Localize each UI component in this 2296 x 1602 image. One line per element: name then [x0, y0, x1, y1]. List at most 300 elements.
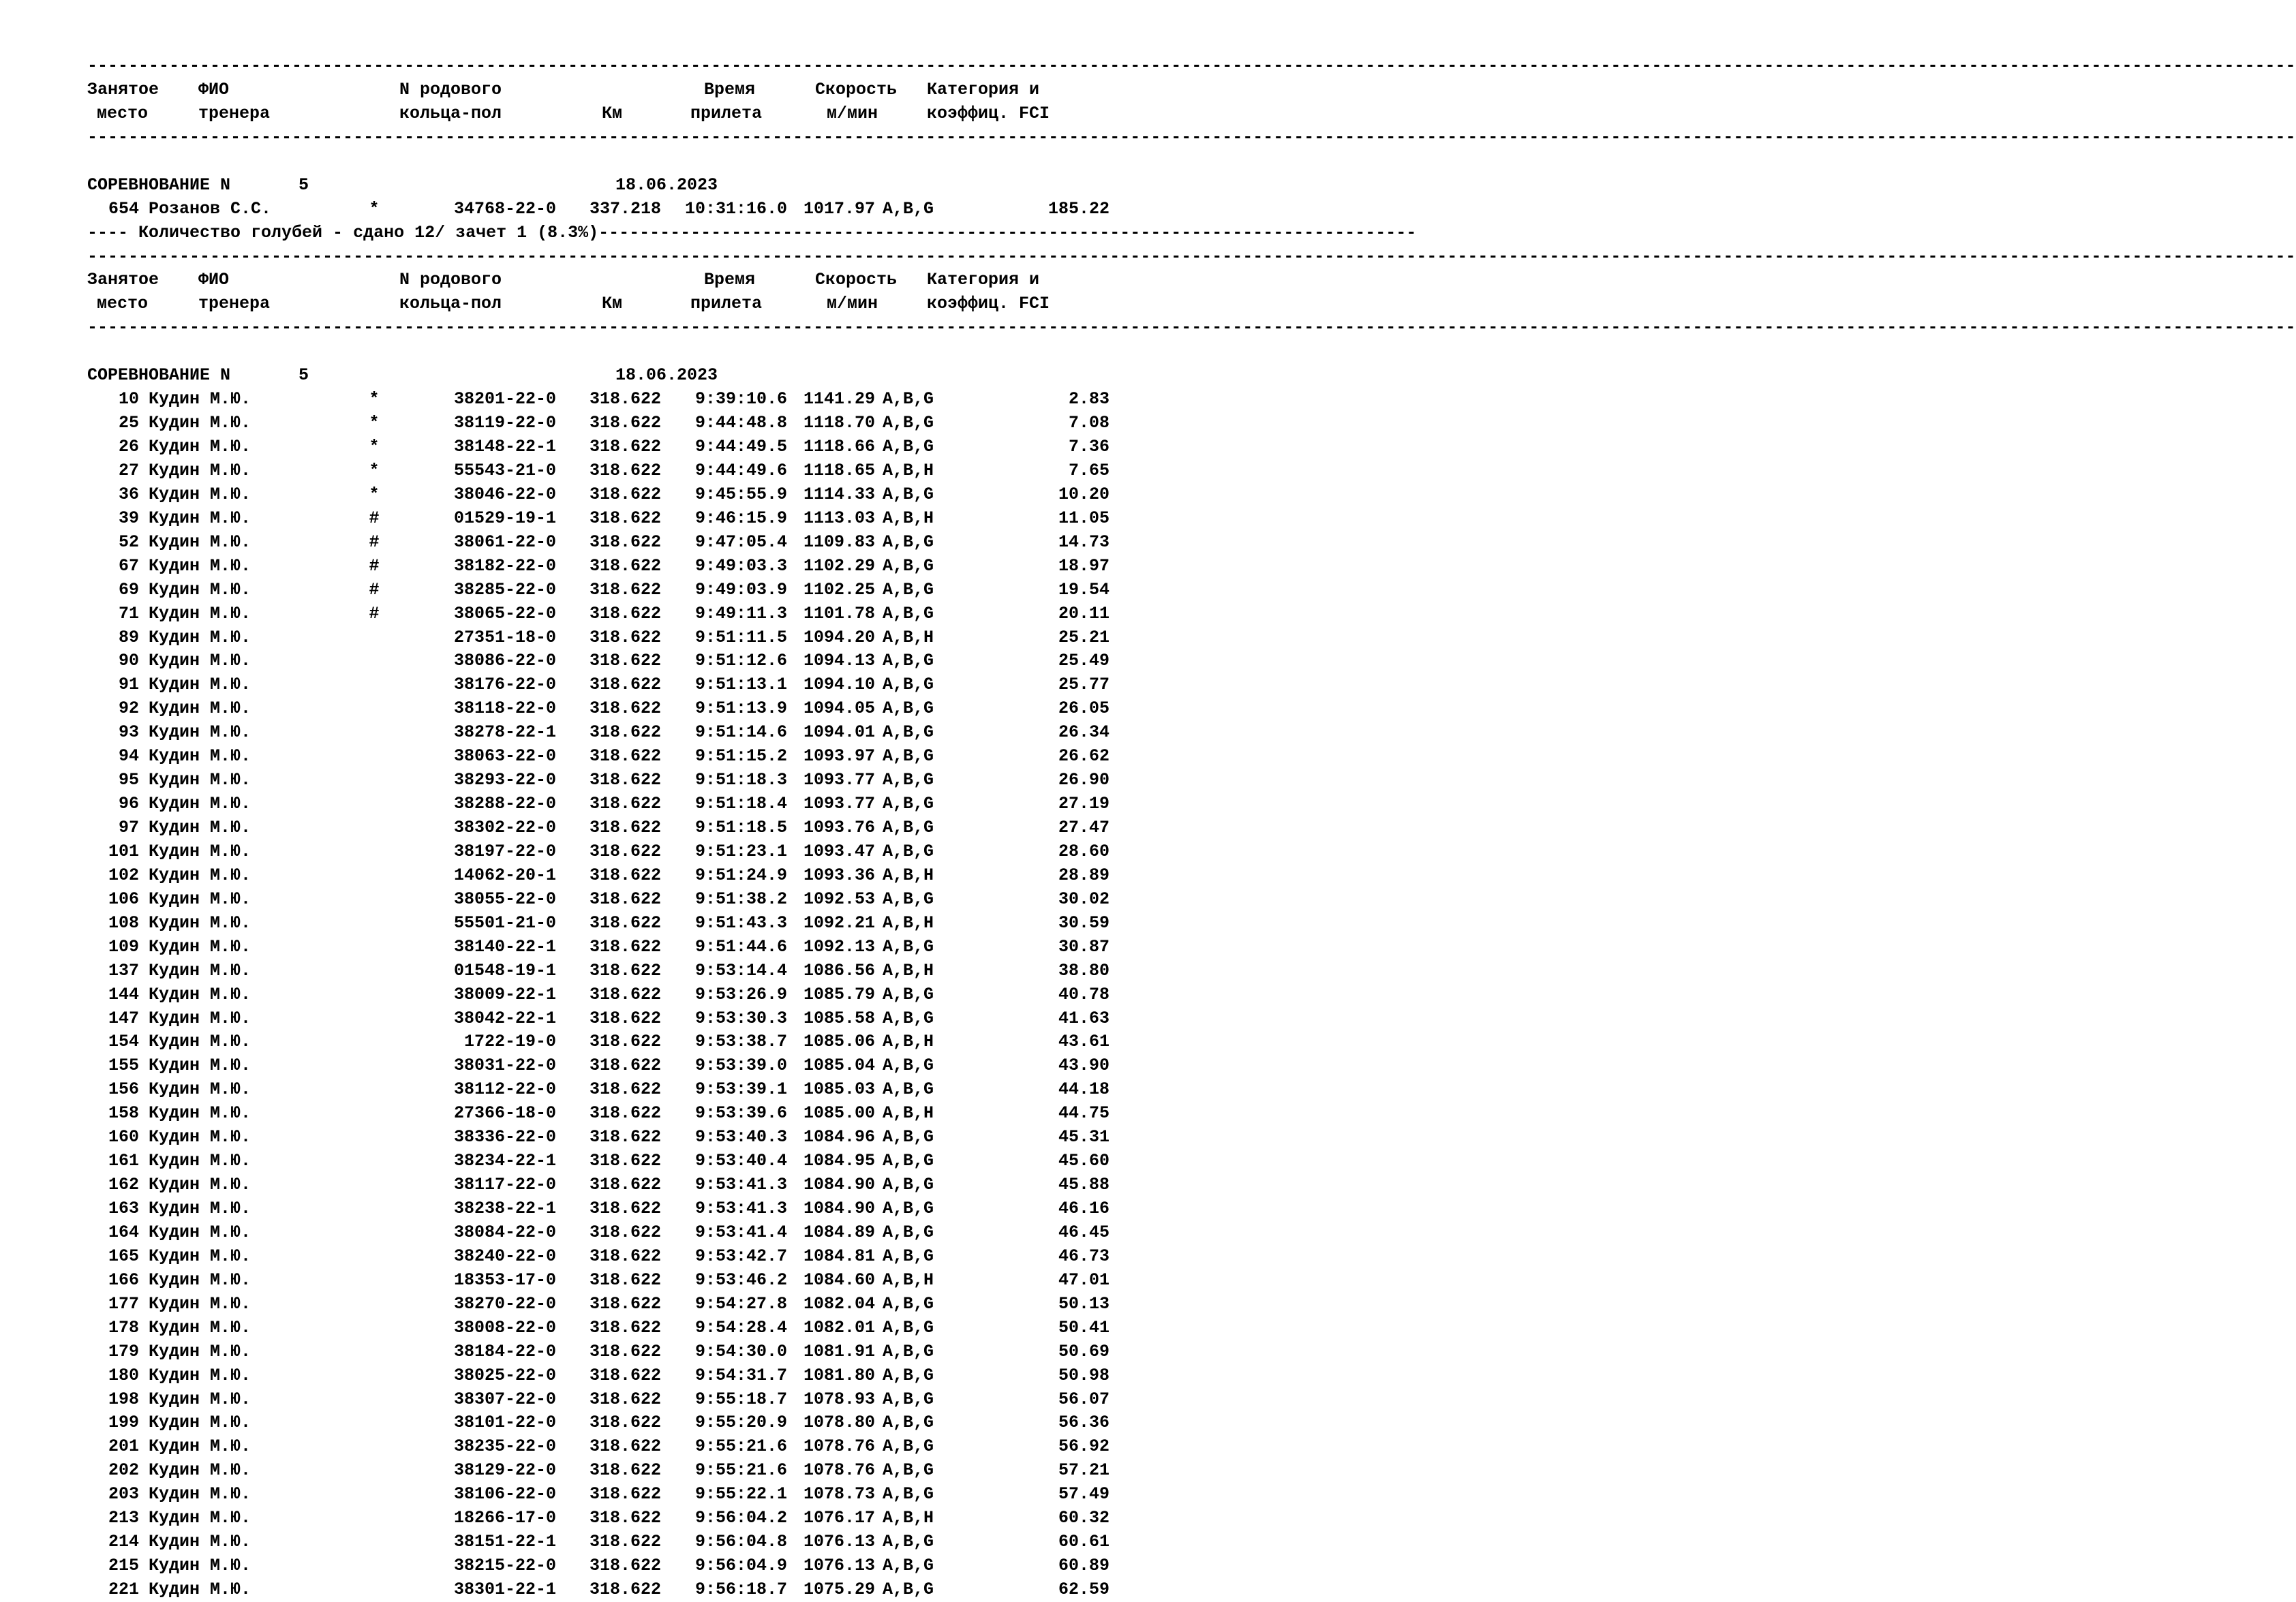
category-cell: A,B,G: [883, 389, 934, 410]
ring-number-cell: 38184-22-0: [453, 1341, 556, 1361]
ring-number-cell: 38140-22-1: [453, 936, 556, 957]
speed-cell: 1109.83: [803, 532, 875, 552]
distance-cell: 318.622: [589, 484, 661, 504]
table-row: [87, 1173, 1109, 1197]
arrival-time-cell: 9:53:42.7: [694, 1246, 787, 1266]
arrival-time-cell: 9:56:18.7: [694, 1580, 787, 1599]
header-category: Категория и: [927, 270, 1040, 290]
header-speed-2: м/мин: [827, 294, 878, 314]
category-cell: A,B,G: [883, 1127, 934, 1147]
arrival-time-cell: 9:44:49.5: [694, 437, 787, 457]
header-speed-2: м/мин: [827, 103, 878, 123]
fci-cell: 56.07: [1058, 1389, 1109, 1409]
distance-cell: 318.622: [589, 651, 661, 671]
table-header-row-1: [87, 78, 1109, 102]
speed-cell: 1093.97: [803, 746, 875, 767]
category-cell: A,B,H: [883, 1269, 934, 1290]
trainer-name-cell: Кудин М.Ю.: [149, 1389, 251, 1409]
category-cell: A,B,G: [883, 889, 934, 909]
arrival-time-cell: 9:49:03.3: [694, 555, 787, 576]
competition-date: 18.06.2023: [615, 365, 718, 386]
trainer-name-cell: Кудин М.Ю.: [149, 460, 251, 480]
header-fio-2: тренера: [198, 294, 271, 314]
category-cell: A,B,G: [883, 675, 934, 695]
table-row: [87, 1507, 1109, 1530]
arrival-time-cell: 9:39:10.6: [694, 389, 787, 410]
trainer-name-cell: Кудин М.Ю.: [149, 651, 251, 671]
ring-number-cell: 38055-22-0: [453, 889, 556, 909]
category-cell: A,B,G: [883, 1151, 934, 1171]
table-row: [87, 1126, 1109, 1150]
category-cell: A,B,G: [883, 722, 934, 743]
category-cell: A,B,G: [883, 1317, 934, 1338]
results-table-section1: [87, 198, 1109, 221]
trainer-name-cell: Кудин М.Ю.: [149, 1127, 251, 1147]
trainer-name-cell: Кудин М.Ю.: [149, 437, 251, 457]
trainer-name-cell: Кудин М.Ю.: [149, 508, 251, 528]
arrival-time-cell: 9:51:12.6: [694, 651, 787, 671]
header-ring-2: кольца-пол: [399, 294, 502, 314]
distance-cell: 318.622: [589, 1484, 661, 1505]
arrival-time-cell: 9:44:49.6: [694, 460, 787, 480]
table-row: [87, 1578, 1109, 1602]
ring-number-cell: 38009-22-1: [453, 984, 556, 1004]
trainer-name-cell: Кудин М.Ю.: [149, 1008, 251, 1028]
place-cell: 198: [108, 1389, 139, 1409]
distance-cell: 318.622: [589, 1103, 661, 1124]
trainer-name-cell: Кудин М.Ю.: [149, 1293, 251, 1314]
fci-cell: 26.05: [1058, 698, 1109, 719]
speed-cell: 1094.10: [803, 675, 875, 695]
category-cell: A,B,G: [883, 1199, 934, 1218]
distance-cell: 318.622: [589, 1413, 661, 1433]
speed-cell: 1141.29: [803, 389, 875, 410]
fci-cell: 43.61: [1058, 1032, 1109, 1052]
distance-cell: 318.622: [589, 579, 661, 600]
distance-cell: 318.622: [589, 437, 661, 457]
ring-number-cell: 27351-18-0: [453, 627, 556, 647]
trainer-name-cell: Кудин М.Ю.: [149, 984, 251, 1004]
place-cell: 25: [118, 413, 139, 433]
ring-number-cell: 38278-22-1: [453, 722, 556, 743]
category-cell: A,B,G: [883, 1580, 934, 1599]
trainer-name-cell: Кудин М.Ю.: [149, 1460, 251, 1481]
speed-cell: 1075.29: [803, 1580, 875, 1599]
ring-number-cell: 38336-22-0: [453, 1127, 556, 1147]
competition-line: [87, 364, 1109, 388]
category-cell: A,B,H: [883, 865, 934, 885]
table-row: [87, 1245, 1109, 1269]
ring-number-cell: 38008-22-0: [453, 1317, 556, 1338]
ring-number-cell: 38270-22-0: [453, 1293, 556, 1314]
ring-number-cell: 01548-19-1: [453, 960, 556, 981]
speed-cell: 1084.90: [803, 1199, 875, 1218]
trainer-name-cell: Кудин М.Ю.: [149, 675, 251, 695]
speed-cell: 1094.20: [803, 627, 875, 647]
ring-number-cell: 38063-22-0: [453, 746, 556, 767]
place-cell: 93: [118, 722, 139, 743]
speed-cell: 1092.13: [803, 936, 875, 957]
distance-cell: 318.622: [589, 1032, 661, 1052]
results-table-section2: [87, 388, 1109, 1602]
header-speed: Скорость: [815, 270, 898, 290]
distance-cell: 318.622: [589, 1341, 661, 1361]
mark-cell: *: [369, 484, 380, 504]
speed-cell: 1085.03: [803, 1079, 875, 1100]
arrival-time-cell: 9:53:14.4: [694, 960, 787, 981]
fci-cell: 62.59: [1058, 1580, 1109, 1599]
table-row: [87, 531, 1109, 555]
trainer-name-cell: Кудин М.Ю.: [149, 889, 251, 909]
place-cell: 202: [108, 1460, 139, 1481]
arrival-time-cell: 9:51:18.4: [694, 794, 787, 814]
arrival-time-cell: 9:53:39.0: [694, 1056, 787, 1076]
arrival-time-cell: 10:31:16.0: [684, 198, 787, 219]
distance-cell: 318.622: [589, 532, 661, 552]
place-cell: 106: [108, 889, 139, 909]
competition-date: 18.06.2023: [615, 174, 718, 195]
place-cell: 10: [118, 389, 139, 410]
place-cell: 109: [108, 936, 139, 957]
arrival-time-cell: 9:55:18.7: [694, 1389, 787, 1409]
fci-cell: 10.20: [1058, 484, 1109, 504]
fci-cell: 2.83: [1068, 389, 1109, 410]
place-cell: 221: [108, 1580, 139, 1599]
speed-cell: 1093.77: [803, 770, 875, 790]
category-cell: A,B,G: [883, 1079, 934, 1100]
table-row: [87, 792, 1109, 816]
header-time-2: прилета: [690, 103, 763, 123]
category-cell: A,B,G: [883, 413, 934, 433]
trainer-name-cell: Кудин М.Ю.: [149, 627, 251, 647]
distance-cell: 318.622: [589, 841, 661, 861]
arrival-time-cell: 9:53:40.3: [694, 1127, 787, 1147]
ring-number-cell: 38148-22-1: [453, 437, 556, 457]
mark-cell: #: [369, 508, 380, 528]
fci-cell: 7.65: [1068, 460, 1109, 480]
summary-line: [87, 221, 1417, 245]
distance-cell: 318.622: [589, 818, 661, 837]
fci-cell: 40.78: [1058, 984, 1109, 1004]
speed-cell: 1078.73: [803, 1484, 875, 1505]
table-row: [87, 745, 1109, 769]
trainer-name-cell: Кудин М.Ю.: [149, 794, 251, 814]
speed-cell: 1084.60: [803, 1269, 875, 1290]
category-cell: A,B,G: [883, 1436, 934, 1457]
arrival-time-cell: 9:44:48.8: [694, 413, 787, 433]
header-time: Время: [704, 79, 756, 99]
fci-cell: 27.47: [1058, 818, 1109, 837]
table-row: [87, 1530, 1109, 1554]
competition-line: [87, 174, 1109, 198]
distance-cell: 318.622: [589, 1008, 661, 1028]
speed-cell: 1082.01: [803, 1317, 875, 1338]
fci-cell: 45.31: [1058, 1127, 1109, 1147]
speed-cell: 1092.53: [803, 889, 875, 909]
distance-cell: 318.622: [589, 984, 661, 1004]
trainer-name-cell: Кудин М.Ю.: [149, 841, 251, 861]
speed-cell: 1086.56: [803, 960, 875, 981]
table-row: [87, 1435, 1109, 1459]
category-cell: A,B,G: [883, 532, 934, 552]
ring-number-cell: 38106-22-0: [453, 1484, 556, 1505]
arrival-time-cell: 9:51:13.1: [694, 675, 787, 695]
distance-cell: 318.622: [589, 389, 661, 410]
category-cell: A,B,G: [883, 1484, 934, 1505]
table-row: [87, 769, 1109, 792]
trainer-name-cell: Кудин М.Ю.: [149, 746, 251, 767]
fci-cell: 11.05: [1058, 508, 1109, 528]
place-cell: 162: [108, 1175, 139, 1195]
trainer-name-cell: Кудин М.Ю.: [149, 1222, 251, 1242]
ring-number-cell: 38182-22-0: [453, 555, 556, 576]
fci-cell: 26.62: [1058, 746, 1109, 767]
place-cell: 108: [108, 912, 139, 933]
arrival-time-cell: 9:51:11.5: [694, 627, 787, 647]
distance-cell: 318.622: [589, 627, 661, 647]
distance-cell: 318.622: [589, 698, 661, 719]
table-row: [87, 1388, 1109, 1412]
distance-cell: 318.622: [589, 1151, 661, 1171]
table-row: [87, 483, 1109, 507]
fci-cell: 38.80: [1058, 960, 1109, 981]
ring-number-cell: 38238-22-1: [453, 1199, 556, 1218]
place-cell: 654: [108, 198, 139, 219]
trainer-name-cell: Кудин М.Ю.: [149, 1365, 251, 1385]
fci-cell: 46.16: [1058, 1199, 1109, 1218]
fci-cell: 45.60: [1058, 1151, 1109, 1171]
ring-number-cell: 14062-20-1: [453, 865, 556, 885]
speed-cell: 1076.13: [803, 1556, 875, 1576]
category-cell: A,B,H: [883, 1032, 934, 1052]
arrival-time-cell: 9:56:04.9: [694, 1556, 787, 1576]
place-cell: 203: [108, 1484, 139, 1505]
table-row: [87, 1316, 1109, 1340]
mark-cell: *: [369, 437, 380, 457]
fci-cell: 14.73: [1058, 532, 1109, 552]
speed-cell: 1082.04: [803, 1293, 875, 1314]
category-cell: A,B,H: [883, 1508, 934, 1528]
header-place: Занятое: [87, 270, 159, 290]
speed-cell: 1113.03: [803, 508, 875, 528]
arrival-time-cell: 9:49:11.3: [694, 603, 787, 623]
arrival-time-cell: 9:51:18.3: [694, 770, 787, 790]
arrival-time-cell: 9:53:26.9: [694, 984, 787, 1004]
header-category: Категория и: [927, 79, 1040, 99]
distance-cell: 318.622: [589, 1436, 661, 1457]
category-cell: A,B,G: [883, 1293, 934, 1314]
distance-cell: 318.622: [589, 1532, 661, 1552]
header-ring: N родового: [399, 79, 502, 99]
trainer-name-cell: Кудин М.Ю.: [149, 770, 251, 790]
table-row: [87, 673, 1109, 697]
speed-cell: 1076.13: [803, 1532, 875, 1552]
fci-cell: 26.34: [1058, 722, 1109, 743]
speed-cell: 1118.70: [803, 413, 875, 433]
place-cell: 155: [108, 1056, 139, 1076]
place-cell: 52: [118, 532, 139, 552]
mark-cell: *: [369, 198, 380, 219]
ring-number-cell: 01529-19-1: [453, 508, 556, 528]
speed-cell: 1101.78: [803, 603, 875, 623]
place-cell: 36: [118, 484, 139, 504]
category-cell: A,B,H: [883, 1103, 934, 1124]
table-row: [87, 1483, 1109, 1507]
place-cell: 161: [108, 1151, 139, 1171]
place-cell: 201: [108, 1436, 139, 1457]
speed-cell: 1085.79: [803, 984, 875, 1004]
table-row: [87, 912, 1109, 936]
arrival-time-cell: 9:54:30.0: [694, 1341, 787, 1361]
trainer-name-cell: Кудин М.Ю.: [149, 579, 251, 600]
header-place: Занятое: [87, 79, 159, 99]
speed-cell: 1093.47: [803, 841, 875, 861]
arrival-time-cell: 9:55:20.9: [694, 1413, 787, 1433]
speed-cell: 1085.06: [803, 1032, 875, 1052]
ring-number-cell: 38240-22-0: [453, 1246, 556, 1266]
mark-cell: *: [369, 413, 380, 433]
place-cell: 178: [108, 1317, 139, 1338]
fci-cell: 26.90: [1058, 770, 1109, 790]
fci-cell: 25.49: [1058, 651, 1109, 671]
place-cell: 156: [108, 1079, 139, 1100]
table-row: [87, 1269, 1109, 1293]
fci-cell: 30.87: [1058, 936, 1109, 957]
trainer-name-cell: Кудин М.Ю.: [149, 722, 251, 743]
place-cell: 158: [108, 1103, 139, 1124]
trainer-name-cell: Кудин М.Ю.: [149, 532, 251, 552]
distance-cell: 318.622: [589, 1293, 661, 1314]
distance-cell: 318.622: [589, 1508, 661, 1528]
table-row: [87, 198, 1109, 221]
category-cell: A,B,G: [883, 984, 934, 1004]
fci-cell: 27.19: [1058, 794, 1109, 814]
category-cell: A,B,H: [883, 508, 934, 528]
speed-cell: 1085.58: [803, 1008, 875, 1028]
arrival-time-cell: 9:51:24.9: [694, 865, 787, 885]
competition-number: 5: [299, 365, 309, 386]
arrival-time-cell: 9:53:41.3: [694, 1199, 787, 1218]
place-cell: 163: [108, 1199, 139, 1218]
fci-cell: 60.89: [1058, 1556, 1109, 1576]
header-place-2: место: [97, 103, 149, 123]
trainer-name-cell: Кудин М.Ю.: [149, 1508, 251, 1528]
arrival-time-cell: 9:54:27.8: [694, 1293, 787, 1314]
speed-cell: 1078.76: [803, 1436, 875, 1457]
category-cell: A,B,G: [883, 818, 934, 837]
table-row: [87, 1554, 1109, 1578]
place-cell: 137: [108, 960, 139, 981]
header-time: Время: [704, 270, 756, 290]
category-cell: A,B,G: [883, 1222, 934, 1242]
distance-cell: 318.622: [589, 912, 661, 933]
arrival-time-cell: 9:53:30.3: [694, 1008, 787, 1028]
trainer-name-cell: Кудин М.Ю.: [149, 1436, 251, 1457]
fci-cell: 19.54: [1058, 579, 1109, 600]
category-cell: A,B,H: [883, 960, 934, 981]
table-row: [87, 459, 1109, 483]
ring-number-cell: 38084-22-0: [453, 1222, 556, 1242]
place-cell: 177: [108, 1293, 139, 1314]
speed-cell: 1017.97: [803, 198, 875, 219]
speed-cell: 1092.21: [803, 912, 875, 933]
distance-cell: 318.622: [589, 1127, 661, 1147]
place-cell: 214: [108, 1532, 139, 1552]
category-cell: A,B,G: [883, 198, 934, 219]
arrival-time-cell: 9:53:39.1: [694, 1079, 787, 1100]
distance-cell: 318.622: [589, 508, 661, 528]
fci-cell: 50.13: [1058, 1293, 1109, 1314]
fci-cell: 41.63: [1058, 1008, 1109, 1028]
place-cell: 199: [108, 1413, 139, 1433]
category-cell: A,B,G: [883, 1246, 934, 1266]
category-cell: A,B,G: [883, 1413, 934, 1433]
header-category-2: коэффиц. FCI: [927, 103, 1050, 123]
speed-cell: 1118.65: [803, 460, 875, 480]
place-cell: 69: [118, 579, 139, 600]
speed-cell: 1081.91: [803, 1341, 875, 1361]
trainer-name-cell: Кудин М.Ю.: [149, 1103, 251, 1124]
distance-cell: 318.622: [589, 960, 661, 981]
arrival-time-cell: 9:51:18.5: [694, 818, 787, 837]
speed-cell: 1094.05: [803, 698, 875, 719]
distance-cell: 318.622: [589, 1222, 661, 1242]
place-cell: 215: [108, 1556, 139, 1576]
fci-cell: 28.60: [1058, 841, 1109, 861]
fci-cell: 47.01: [1058, 1269, 1109, 1290]
distance-cell: 318.622: [589, 1389, 661, 1409]
distance-cell: 318.622: [589, 555, 661, 576]
fci-cell: 44.75: [1058, 1103, 1109, 1124]
category-cell: A,B,G: [883, 484, 934, 504]
category-cell: A,B,G: [883, 1556, 934, 1576]
trainer-name-cell: Кудин М.Ю.: [149, 698, 251, 719]
category-cell: A,B,G: [883, 1389, 934, 1409]
fci-cell: 60.61: [1058, 1532, 1109, 1552]
fci-cell: 30.02: [1058, 889, 1109, 909]
place-cell: 39: [118, 508, 139, 528]
category-cell: A,B,G: [883, 651, 934, 671]
place-cell: 102: [108, 865, 139, 885]
speed-cell: 1081.80: [803, 1365, 875, 1385]
table-row: [87, 888, 1109, 912]
ring-number-cell: 38301-22-1: [453, 1580, 556, 1599]
fci-cell: 57.21: [1058, 1460, 1109, 1481]
arrival-time-cell: 9:46:15.9: [694, 508, 787, 528]
category-cell: A,B,G: [883, 770, 934, 790]
arrival-time-cell: 9:51:13.9: [694, 698, 787, 719]
place-cell: 96: [118, 794, 139, 814]
category-cell: A,B,G: [883, 841, 934, 861]
table-row: [87, 721, 1109, 745]
ring-number-cell: 38201-22-0: [453, 389, 556, 410]
distance-cell: 318.622: [589, 794, 661, 814]
category-cell: A,B,H: [883, 460, 934, 480]
place-cell: 179: [108, 1341, 139, 1361]
table-header-row-2: [87, 102, 1109, 126]
place-cell: 97: [118, 818, 139, 837]
ring-number-cell: 38234-22-1: [453, 1151, 556, 1171]
trainer-name-cell: Кудин М.Ю.: [149, 1317, 251, 1338]
arrival-time-cell: 9:54:31.7: [694, 1365, 787, 1385]
place-cell: 26: [118, 437, 139, 457]
category-cell: A,B,G: [883, 936, 934, 957]
trainer-name-cell: Кудин М.Ю.: [149, 936, 251, 957]
place-cell: 144: [108, 984, 139, 1004]
trainer-name-cell: Кудин М.Ю.: [149, 1079, 251, 1100]
table-row: [87, 1459, 1109, 1483]
fci-cell: 50.41: [1058, 1317, 1109, 1338]
